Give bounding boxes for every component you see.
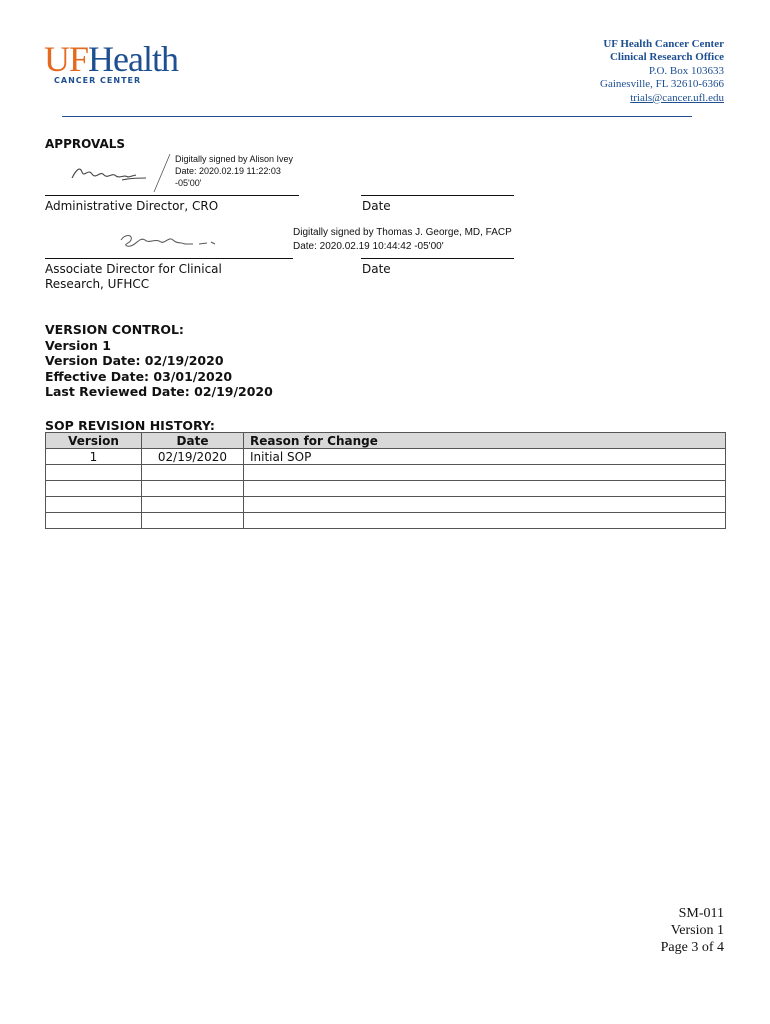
date-2-label: Date — [362, 262, 391, 276]
revision-history-table — [45, 432, 726, 529]
cell-reason — [244, 513, 726, 529]
cell-version: 1 — [46, 449, 142, 465]
cell-reason — [244, 465, 726, 481]
approvals-heading: APPROVALS — [45, 137, 126, 151]
logo-health-text: Health — [88, 39, 178, 79]
signature-1-line — [45, 195, 299, 196]
signature-2-meta — [293, 226, 512, 254]
city-line: Gainesville, FL 32610-6366 — [600, 78, 724, 91]
cell-version — [46, 465, 142, 481]
version-control-heading: VERSION CONTROL: — [45, 322, 184, 337]
cell-date — [142, 481, 244, 497]
signature-1-slash — [150, 152, 174, 194]
last-reviewed-date: Last Reviewed Date: 02/19/2020 — [45, 384, 273, 400]
table-row — [46, 497, 726, 513]
email-link[interactable]: trials@cancer.ufl.edu — [630, 91, 724, 104]
table-row — [46, 481, 726, 497]
cell-version — [46, 497, 142, 513]
date-1-label: Date — [362, 199, 391, 213]
sig2-date: Date: 2020.02.19 10:44:42 -05'00' — [293, 241, 444, 252]
address-block — [600, 38, 724, 105]
col-reason-header: Reason for Change — [244, 433, 726, 449]
signature-1-meta — [175, 153, 293, 189]
table-row — [46, 465, 726, 481]
signature-2-line — [45, 258, 293, 259]
date-2-line — [361, 258, 514, 259]
ufhealth-logo — [44, 38, 178, 88]
cell-date — [142, 465, 244, 481]
sig2-signed-by: Digitally signed by Thomas J. George, MD, FACP — [293, 227, 512, 238]
cell-date — [142, 497, 244, 513]
version-number: Version 1 — [45, 337, 111, 353]
cell-date: 02/19/2020 — [142, 449, 244, 465]
sig1-signed-by: Digitally signed by Alison Ivey — [175, 154, 294, 164]
page-footer — [661, 905, 724, 956]
table-row — [46, 449, 726, 465]
signature-1-role: Administrative Director, CRO — [45, 199, 219, 213]
effective-date: Effective Date: 03/01/2020 — [45, 368, 233, 384]
revision-history-heading: SOP REVISION HISTORY: — [45, 418, 215, 433]
col-date-header: Date — [142, 433, 244, 449]
header-divider — [62, 116, 692, 117]
signature-2-image — [115, 228, 225, 254]
cell-reason — [244, 481, 726, 497]
page-number: Page 3 of 4 — [660, 940, 724, 955]
sig1-tz: -05'00' — [175, 178, 202, 188]
po-box: P.O. Box 103633 — [648, 64, 724, 77]
version-date: Version Date: 02/19/2020 — [45, 353, 224, 369]
logo-subtitle: CANCER CENTER — [54, 76, 142, 85]
date-1-line — [361, 195, 514, 196]
footer-version: Version 1 — [670, 923, 724, 938]
doc-id: SM-011 — [678, 906, 724, 921]
signature-1-image — [66, 160, 156, 188]
cell-date — [142, 513, 244, 529]
org-name: UF Health Cancer Center — [603, 38, 724, 50]
sig1-date: Date: 2020.02.19 11:22:03 — [175, 166, 281, 176]
cell-version — [46, 513, 142, 529]
sig2-role-line2: Research, UFHCC — [45, 277, 150, 291]
sig2-role-line1: Associate Director for Clinical — [45, 262, 222, 276]
table-header-row — [46, 433, 726, 449]
version-control-block — [45, 322, 273, 400]
cell-version — [46, 481, 142, 497]
logo-uf-text: UF — [44, 39, 89, 79]
col-version-header: Version — [46, 433, 142, 449]
table-row — [46, 513, 726, 529]
signature-2-role — [45, 262, 222, 292]
cell-reason: Initial SOP — [244, 449, 726, 465]
cell-reason — [244, 497, 726, 513]
office-name: Clinical Research Office — [609, 51, 724, 64]
